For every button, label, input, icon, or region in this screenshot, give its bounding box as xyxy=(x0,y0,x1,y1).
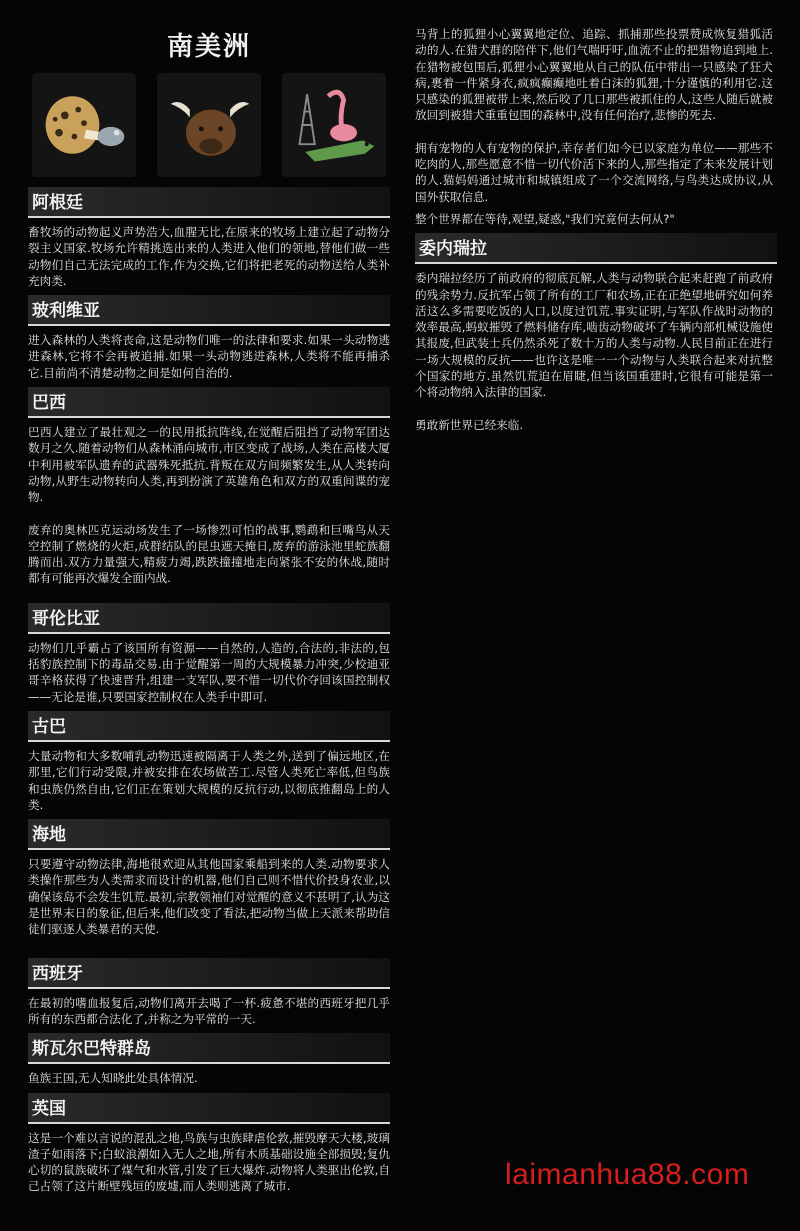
paragraph-uk-continued-3: 整个世界都在等待,观望,疑惑,"我们究竟何去何从?" xyxy=(415,211,675,226)
paragraph-brazil-1: 巴西人建立了最壮观之一的民用抵抗阵线,在觉醒后阻挡了动物军团达数月之久.随着动物们从森林涌向城市,市区变成了战场,人类在高楼大厦中利用被军队遗弃的武器殊死抵抗.背叛在双方间频繁发生,从人类转向动物,从野生动物转向人类,再到扮演了英雄角色和双方的双重间谍的宠物. xyxy=(28,425,390,505)
section-heading-bolivia: 玻利维亚 xyxy=(28,295,390,326)
section-heading-venezuela: 委内瑞拉 xyxy=(415,233,777,264)
watermark: laimanhua88.com xyxy=(505,1158,750,1191)
section-heading-haiti: 海地 xyxy=(28,819,390,850)
paragraph-uk-continued-2: 拥有宠物的人有宠物的保护,幸存者们如今已以家庭为单位——那些不吃肉的人,那些愿意不惜一切代价活下来的人,那些指定了未来发展计划的人.猫妈妈通过城市和城镇组成了一个交流网络,与鸟类达成协议,从国外获取信息. xyxy=(415,140,773,204)
paragraph-argentina: 畜牧场的动物起义声势浩大,血腥无比,在原来的牧场上建立起了动物分裂主义国家.牧场允许精挑选出来的人类进入他们的领地,替他们做一些动物们自己无法完成的工作,作为交换,它们将把老死的动物送给人类补充肉类. xyxy=(28,225,390,288)
paragraph-colombia: 动物们几乎霸占了该国所有资源——自然的,人造的,合法的,非法的,包括豹族控制下的毒品交易.由于觉醒第一周的大规模暴力冲突,少校迪亚哥辛格获得了快速晋升,组建一支军队,要不惜一切代价夺回该国控制权——无论是谁,只要国家控制权在人类手中即可. xyxy=(28,640,390,704)
spacer xyxy=(28,512,390,522)
paragraph-spain: 在最初的嗜血报复后,动物们离开去喝了一杯.疲惫不堪的西班牙把几乎所有的东西都合法化了,并称之为平常的一天. xyxy=(28,995,390,1026)
paragraph-haiti: 只要遵守动物法律,海地很欢迎从其他国家乘船到来的人类.动物要求人类操作那些为人类需求而设计的机器,他们自己则不惜代价投身农业,以确保该岛不会发生饥荒.最初,宗教领袖们对觉醒的意义不甚明了,认为这是世界末日的象征,但后来,他们改变了看法,把动物当做上天派来帮助信徒们驱逐人类暴君的天使. xyxy=(28,857,390,937)
spacer xyxy=(28,944,390,958)
paragraph-bolivia: 进入森林的人类将丧命,这是动物们唯一的法律和要求.如果一头动物逃进森林,它将不会再被追捕.如果一头动物逃进森林,人类将不能再捕杀它.目前尚不清楚动物之间是如何自治的. xyxy=(28,333,390,380)
section-heading-spain: 西班牙 xyxy=(28,958,390,989)
icon-row xyxy=(28,73,390,177)
paragraph-uk: 这是一个难以言说的混乱之地,鸟族与虫族肆虐伦敦,摧毁摩天大楼,玻璃渣子如雨落下;白蚁浪潮如入无人之地,所有木质基础设施全部损毁;复仇心切的鼠族破坏了煤气和水管,引发了巨大爆炸.动物将人类驱出伦敦,自己占领了这片断壁残垣的废墟,而人类则逃离了城市. xyxy=(28,1130,390,1194)
section-heading-svalbard: 斯瓦尔巴特群岛 xyxy=(28,1033,390,1064)
section-heading-colombia: 哥伦比亚 xyxy=(28,603,390,634)
paragraph-cuba: 大量动物和大多数哺乳动物迅速被隔离于人类之外,送到了偏远地区,在那里,它们行动受限,并被安排在农场做苦工.尽管人类死亡率低,但鸟族和虫族仍然自由,它们正在策划大规模的反抗行动,以彻底推翻岛上的人类. xyxy=(28,748,390,812)
spacer xyxy=(415,407,773,417)
jaguar-icon xyxy=(32,73,136,177)
section-heading-uk: 英国 xyxy=(28,1093,390,1124)
paragraph-svalbard: 鱼族王国,无人知晓此处具体情况. xyxy=(28,1071,198,1086)
flamingo-crocodile-icon xyxy=(282,73,386,177)
paragraph-uk-continued-1: 马背上的狐狸小心翼翼地定位、追踪、抓捕那些投票赞成恢复猎狐活动的人.在猎犬群的陪伴下,他们气喘吁吁,血流不止的把猎物追到地上.在猎物被包围后,狐狸小心翼翼地从自己的队伍中带出一只感染了狂犬病,裹着一件紧身衣,疯疯癫癫地吐着白沫的狐狸,十分谨慎的利用它.这只感染的狐狸被带上来,然后咬了几口那些被抓住的人,这些人随后就被放回到被猎犬重重包围的森林中,没有任何治疗,悲惨的死去. xyxy=(415,27,773,123)
right-column xyxy=(415,26,773,439)
paragraph-brazil-2: 废弃的奥林匹克运动场发生了一场惨烈可怕的战事,鹦鹉和巨嘴鸟从天空控制了燃烧的火炬,成群结队的昆虫遮天掩日,废弃的游泳池里蛇族翻腾而出.双方力量强大,精疲力竭,跌跌撞撞地走向紧张不安的休战,随时都有可能再次爆发全面内战. xyxy=(28,522,390,586)
paragraph-venezuela-closing: 勇敢新世界已经来临. xyxy=(415,417,524,432)
page-title: 南美洲 xyxy=(166,32,251,62)
left-column xyxy=(28,0,390,1201)
paragraph-venezuela: 委内瑞拉经历了前政府的彻底瓦解,人类与动物联合起来赶跑了前政府的残余势力.反抗军占领了所有的工厂和农场,正在正绝望地研究如何养活这么多需要吃饭的人口,以度过饥荒.事实证明,与军队作战时动物的效率最高,蚂蚁摧毁了燃料储存库,啮齿动物破坏了车辆内部机械设施使其报废,但武装士兵仍然杀死了数十万的人类与动物.人民目前正在进行一场大规模的反抗——也许这是唯一一个动物与人类联合起来对抗整个国家的地方.虽然饥荒迫在眉睫,但当该国重建时,它很有可能是第一个将动物纳入法律的国家. xyxy=(415,271,773,400)
section-heading-cuba: 古巴 xyxy=(28,711,390,742)
section-heading-argentina: 阿根廷 xyxy=(28,187,390,218)
spacer xyxy=(415,130,773,140)
section-heading-brazil: 巴西 xyxy=(28,387,390,418)
spacer xyxy=(28,593,390,603)
bison-icon xyxy=(157,73,261,177)
